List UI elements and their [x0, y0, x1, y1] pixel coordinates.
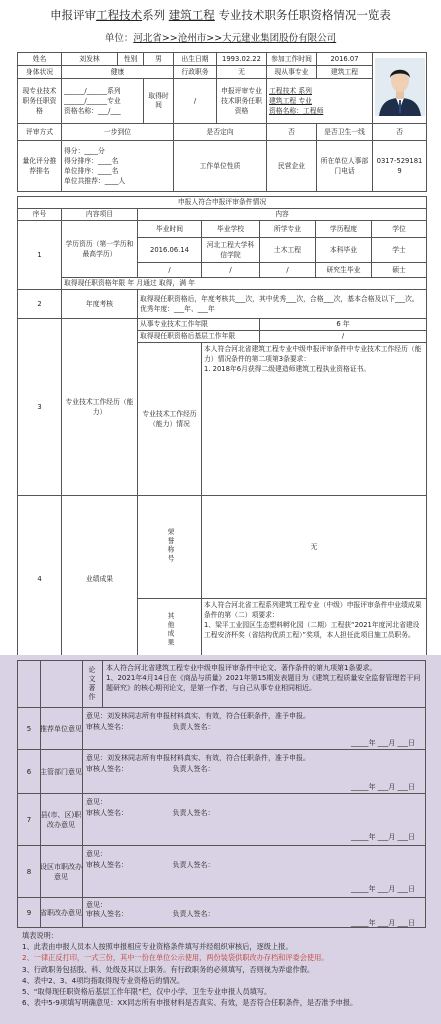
hr-phone-label: 所在单位人事部门电话 — [317, 141, 373, 192]
exp-sub-label: 专业技术工作经历（能力）情况 — [138, 343, 202, 496]
opinion-6-label: 主管部门意见 — [40, 750, 83, 793]
assess-label: 年度考核 — [62, 290, 138, 319]
obtained-time-value: / — [174, 79, 217, 124]
opinion-9-label: 省职改办意见 — [40, 898, 83, 927]
opinion-5-text: 意见：刘发林同志所有申报材料真实、有效，符合任职条件，准予申报。 — [86, 712, 310, 720]
edu-school: 河北工程大学科信学院 — [202, 238, 260, 263]
edu-col-major: 所学专业 — [260, 221, 316, 238]
quant-score-value: 得分：____分 得分排序：____名 单位排序：____名 单位共推荐：____人 — [62, 141, 174, 192]
exp-text: 本人符合河北省建筑工程专业中级申报评审条件中专业技术工作经历（能力）情况条件的第二项第3条要求： 1. 2018年6月获得二级建造师建筑工程执业资格证书。 — [202, 343, 427, 496]
current-major-label: 现从事专业 — [267, 66, 317, 79]
note-3: 3、行政职务包括股、科、处级及其以上职务。有行政职务的必须填写，否则视为弄虚作假。 — [22, 964, 315, 974]
basic-info-table — [17, 52, 427, 192]
edu-col-grad-time: 毕业时间 — [138, 221, 202, 238]
photo-cell — [373, 53, 427, 124]
honor-label: 荣誉称号 — [166, 527, 174, 564]
edu2-school: / — [202, 263, 260, 278]
apply-qualification-value: 工程技术 系列 建筑工程 专业 资格名称：工程师 — [267, 79, 373, 124]
title-prefix: 申报评审 — [50, 8, 97, 22]
edu-degree-level: 本科毕业 — [316, 238, 372, 263]
health-value: 健康 — [62, 66, 174, 79]
opinion-8-text: 意见： — [86, 850, 107, 858]
perf-label: 业绩成果 — [85, 575, 114, 583]
work-years-value: 6 年 — [260, 319, 427, 331]
grassroots-years-value: / — [260, 331, 427, 343]
name-value: 刘发林 — [62, 53, 118, 66]
directed-value: 否 — [267, 124, 317, 141]
current-major-value: 建筑工程 — [317, 66, 373, 79]
health-frontline-label: 是否卫生一线 — [317, 124, 373, 141]
assess-row-number: 2 — [18, 290, 62, 319]
applicant-photo — [375, 58, 425, 116]
admin-post-label: 行政职务 — [174, 66, 217, 79]
edu-row-number: 1 — [18, 221, 62, 290]
opinion-9-sign: 审核人签名： 负责人签名： — [86, 910, 215, 918]
other-value: 本人符合河北省工程系列建筑工程专业（中级）申报评审条件中业绩成果条件的第（二）项要求： 1、梁平工业园区生态塑料孵化园（二期）工程获“2021年度河北省建设工程安济杯奖（省结构优质工程）”奖项，本人担任此项目施工员职务。 — [202, 599, 427, 664]
unit-label: 单位： — [104, 33, 134, 44]
perf-row-number: 4 — [18, 496, 62, 664]
page-title — [0, 8, 441, 23]
opinion-7-sign: 审核人签名： 负责人签名： — [86, 809, 215, 817]
current-qualification-value: ______/______系列 ______/______专业 资格名称：___/___ — [62, 79, 144, 124]
unit-nature-value: 民营企业 — [267, 141, 317, 192]
title-mid: 系列 — [142, 8, 166, 22]
opinion-9-number: 9 — [18, 898, 41, 927]
title-suffix: 专业技术职务任职资格情况一览表 — [218, 8, 391, 22]
work-years-label: 从事专业技术工作年限 — [138, 319, 260, 331]
apply-qualification-label: 申报评审专业技术职务任职资格 — [217, 79, 267, 124]
other-label: 其他成果 — [166, 611, 174, 648]
unit-company: 大元建业集团股份有限公司 — [222, 33, 337, 44]
opinion-5-date: _____年 ___月 ___日 — [351, 739, 415, 747]
title-major: 建筑工程 — [168, 8, 215, 22]
name-label: 姓名 — [18, 53, 62, 66]
paper-label: 论文著作 — [88, 666, 96, 702]
exp-label: 专业技术工作经历（能力） — [62, 319, 138, 496]
exp-row-number: 3 — [18, 319, 62, 496]
opinion-6-sign: 审核人签名： 负责人签名： — [86, 765, 215, 773]
edu-col-degree-level: 学历程度 — [316, 221, 372, 238]
opinion-8-label: 设区市职改办意见 — [40, 846, 83, 897]
birth-label: 出生日期 — [174, 53, 217, 66]
edu-degree: 学士 — [372, 238, 427, 263]
opinion-7-number: 7 — [18, 794, 41, 845]
col-header-item: 内容项目 — [62, 209, 138, 221]
opinion-8-date: _____年 ___月 ___日 — [351, 885, 415, 893]
perf-label-cell — [62, 496, 138, 664]
opinion-9-text: 意见： — [86, 901, 107, 909]
grassroots-years-label: 取得现任职资格后基层工作年限 — [138, 331, 260, 343]
fill-instructions — [22, 930, 422, 1008]
opinion-5-sign: 审核人签名： 负责人签名： — [86, 723, 215, 731]
edu-label: 学历资历（第一学历和最高学历） — [62, 221, 138, 278]
note-1: 1、此表由申报人员本人按照申报相应专业资格条件填写并经组织审核后，逐级上报。 — [22, 942, 293, 952]
sex-value: 男 — [144, 53, 174, 66]
health-label: 身体状况 — [18, 66, 62, 79]
opinion-7-date: _____年 ___月 ___日 — [351, 833, 415, 841]
opinion-5-number: 5 — [18, 708, 41, 749]
opinion-row-9 — [17, 898, 426, 928]
title-series: 工程技术 — [96, 8, 143, 22]
edu-major: 土木工程 — [260, 238, 316, 263]
edu2-major: / — [260, 263, 316, 278]
opinion-5-label: 推荐单位意见 — [40, 708, 83, 749]
section-title: 申报人符合申报评审条件情况 — [18, 197, 427, 209]
paper-value: 本人符合河北省建筑工程专业中级申报评审条件中论文、著作条件的第九项第1条要求。 1、2021年4月14日在《商品与质量》2021年第15期发表题目为《建筑工程质量安全监督管理若干问题研究》的核心期刊论文，是第一作者，与自己从事专业相同相近。 — [106, 664, 421, 692]
opinion-row-6 — [17, 750, 426, 794]
directed-label: 是否定向 — [174, 124, 267, 141]
col-header-no: 序号 — [18, 209, 62, 221]
col-header-content: 内容 — [138, 209, 427, 221]
opinion-6-date: _____年 ___月 ___日 — [351, 783, 415, 791]
hr-phone-value: 0317-5291819 — [373, 141, 427, 192]
other-label-cell — [138, 599, 202, 664]
review-method-label: 评审方式 — [18, 124, 62, 141]
quant-score-label: 量化评分推荐排名 — [18, 141, 62, 192]
opinion-6-number: 6 — [18, 750, 41, 793]
opinion-row-5 — [17, 708, 426, 750]
notes-title: 填表说明： — [22, 931, 58, 940]
edu-col-school: 毕业学校 — [202, 221, 260, 238]
birth-value: 1993.02.22 — [217, 53, 267, 66]
honor-value: 无 — [202, 496, 427, 599]
health-frontline-value: 否 — [373, 124, 427, 141]
edu-grad-time: 2016.06.14 — [138, 238, 202, 263]
opinion-7-text: 意见： — [86, 798, 107, 806]
opinion-row-8 — [17, 846, 426, 898]
paper-row — [17, 660, 426, 708]
review-method-value: 一步到位 — [62, 124, 174, 141]
sex-label: 性别 — [118, 53, 144, 66]
honor-label-cell — [138, 496, 202, 599]
unit-nature-label: 工作单位性质 — [174, 141, 267, 192]
qualification-years: 取得现任职资格年限 年 月通过 取得，满 年 — [62, 278, 427, 290]
conditions-table — [17, 196, 427, 664]
opinion-8-number: 8 — [18, 846, 41, 897]
admin-post-value: 无 — [217, 66, 267, 79]
edu2-grad-time: / — [138, 263, 202, 278]
opinion-8-sign: 审核人签名： 负责人签名： — [86, 861, 215, 869]
edu2-degree-level: 研究生毕业 — [316, 263, 372, 278]
opinion-7-label: 县(市、区)职改办意见 — [40, 794, 83, 845]
obtained-time-label: 取得时间 — [144, 79, 174, 124]
edu2-degree: 硕士 — [372, 263, 427, 278]
note-6: 6、表中5-9项填写明确意见：XX同志所有申报材料是否真实、有效，是否符合任职条件，是否准予申报。 — [22, 998, 358, 1008]
note-4: 4、表中2、3、4项均指取得现专业资格后的情况。 — [22, 975, 185, 985]
assess-text: 取得现任职资格后，年度考核共___次，其中优秀___次，合格___次，基本合格及以下___次。优秀年度：___年、___年 — [138, 290, 427, 319]
opinion-9-date: _____年 ___月 ___日 — [351, 919, 415, 927]
note-5: 5、“取得现任职资格后基层工作年限”栏，仅中小学、卫生专业申报人员填写。 — [22, 987, 272, 997]
work-start-label: 参加工作时间 — [267, 53, 317, 66]
unit-line — [0, 30, 441, 44]
unit-province: 河北省>>沧州市>> — [133, 33, 223, 44]
current-qualification-label: 现专业技术职务任职资格 — [18, 79, 62, 124]
opinion-row-7 — [17, 794, 426, 846]
opinion-6-text: 意见：刘发林同志所有申报材料真实、有效，符合任职条件，准予申报。 — [86, 754, 310, 762]
work-start-value: 2016.07 — [317, 53, 373, 66]
paper-label-cell — [82, 661, 103, 707]
note-2: 2、一律正反打印，一式三份，其中一份在单位公示使用，两份装袋供职改办存档和评委会使用。 — [22, 953, 329, 963]
edu-col-degree: 学位 — [372, 221, 427, 238]
